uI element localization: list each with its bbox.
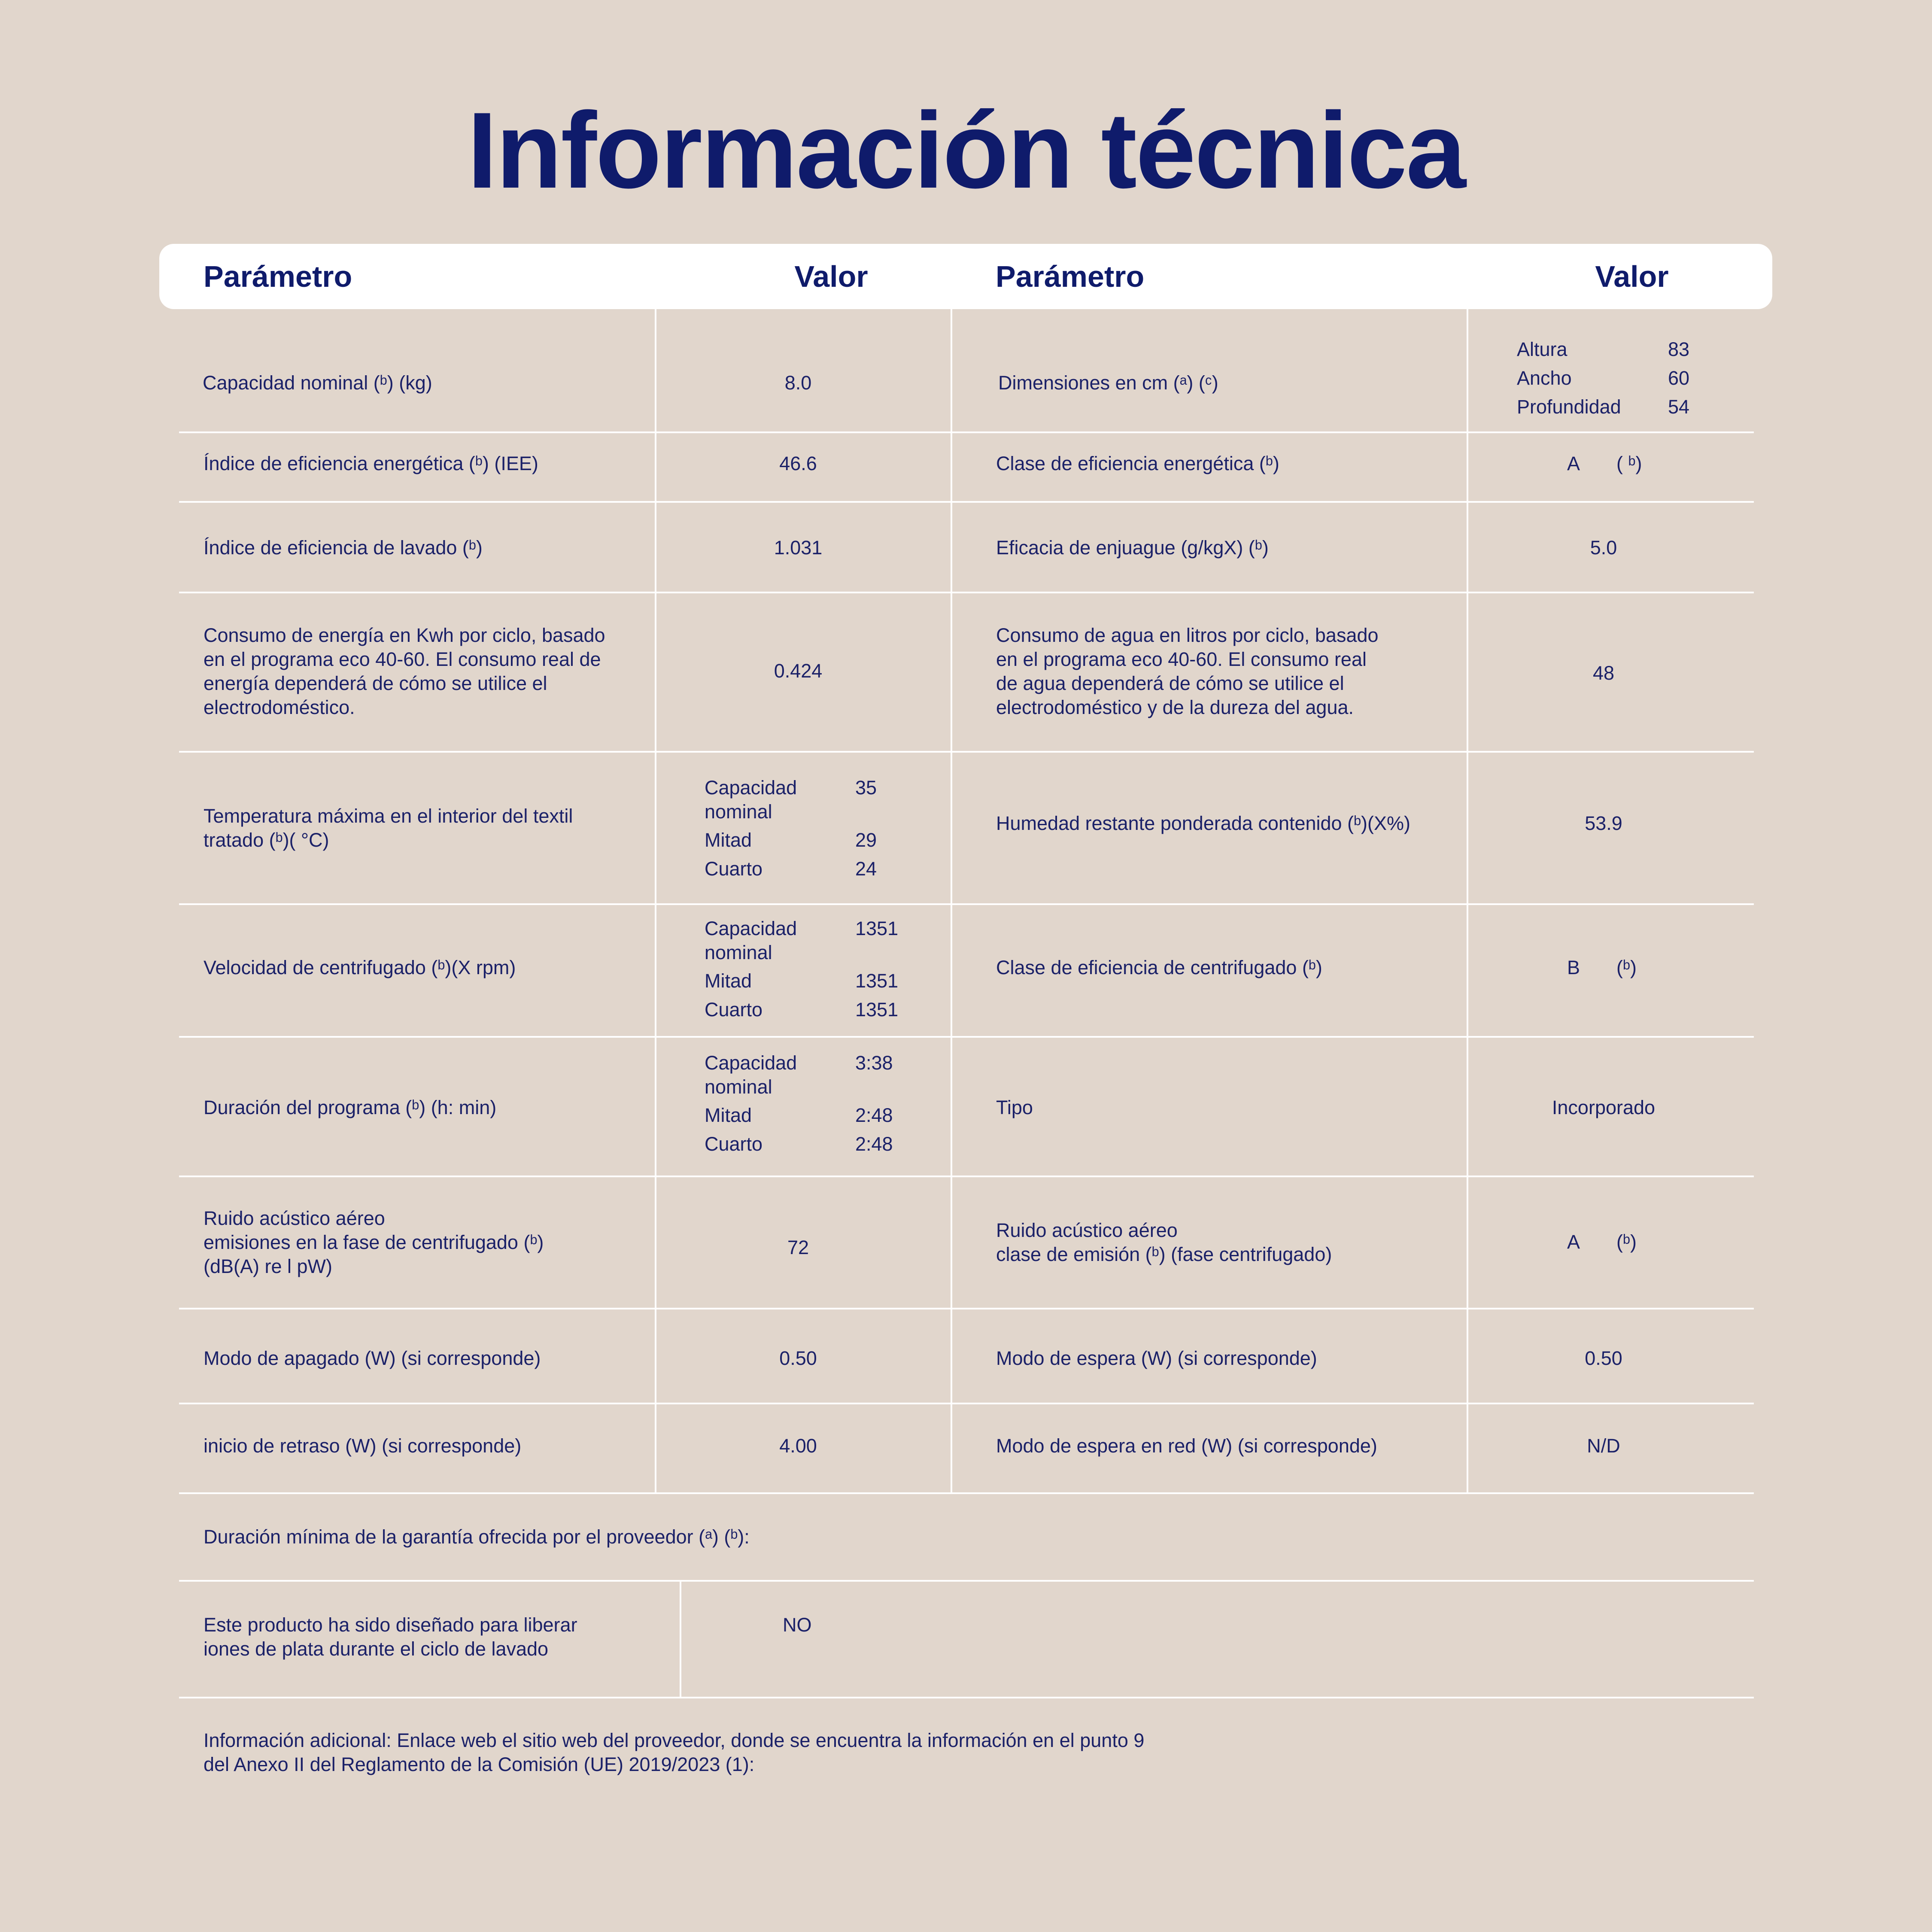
- param-label: Clase de eficiencia de centrifugado (ᵇ): [996, 957, 1322, 978]
- sub-value: 3:38: [855, 1052, 893, 1074]
- header-value: Valor: [794, 260, 868, 293]
- param-value: 46.6: [779, 453, 817, 474]
- param-value: 0.50: [1585, 1347, 1622, 1369]
- param-value: 72: [787, 1236, 809, 1258]
- param-label: Modo de apagado (W) (si corresponde): [204, 1347, 541, 1369]
- row-divider: [179, 501, 1754, 503]
- param-value: 0.424: [774, 660, 823, 682]
- sub-label: Mitad: [705, 1104, 752, 1126]
- param-value: 53.9: [1585, 812, 1622, 834]
- param-label: Índice de eficiencia de lavado (ᵇ): [204, 537, 483, 559]
- column-divider: [680, 1580, 681, 1698]
- row-divider: [179, 1580, 1754, 1582]
- param-label: Consumo de agua en litros por ciclo, basado en el programa eco 40-60. El consumo real de agua dependerá de cómo se utilice el electrodoméstico y de la dureza del agua.: [996, 624, 1379, 718]
- param-label: Dimensiones en cm (ᵃ) (ᶜ): [998, 372, 1218, 394]
- table-header: [159, 244, 1772, 309]
- additional-info: Información adicional: Enlace web el sitio web del proveedor, donde se encuentra la información en el punto 9 del Anexo II del Reglamento de la Comisión (UE) 2019/2023 (1):: [204, 1729, 1145, 1775]
- silver-ions-label: Este producto ha sido diseñado para liberar iones de plata durante el ciclo de lavado: [204, 1614, 577, 1660]
- sub-value: 1351: [855, 970, 899, 992]
- sub-label: Capacidad nominal: [705, 1052, 797, 1098]
- sub-label: Cuarto: [705, 858, 763, 880]
- page-title: Información técnica: [467, 90, 1465, 211]
- sub-label: Altura: [1517, 338, 1567, 360]
- sub-value: 1351: [855, 917, 899, 939]
- row-divider: [179, 903, 1754, 905]
- row-divider: [179, 751, 1754, 753]
- param-value: B: [1567, 957, 1580, 978]
- param-value: 5.0: [1590, 537, 1617, 559]
- sub-value: 1351: [855, 999, 899, 1021]
- row-divider: [179, 592, 1754, 593]
- header-parameter: Parámetro: [996, 260, 1145, 293]
- param-value: 1.031: [774, 537, 823, 559]
- param-label: Duración del programa (ᵇ) (h: min): [204, 1097, 497, 1118]
- warranty-label: Duración mínima de la garantía ofrecida por el proveedor (ᵃ) (ᵇ):: [204, 1526, 750, 1548]
- sub-value: 2:48: [855, 1104, 893, 1126]
- sub-label: Cuarto: [705, 1133, 763, 1155]
- param-label: Consumo de energía en Kwh por ciclo, basado en el programa eco 40-60. El consumo real de energía dependerá de cómo se utilice el electrodoméstico.: [204, 624, 605, 718]
- footnote-mark: (ᵇ): [1616, 1231, 1637, 1253]
- sub-label: Ancho: [1517, 367, 1572, 389]
- param-value: 0.50: [779, 1347, 817, 1369]
- sub-label: Cuarto: [705, 999, 763, 1021]
- sub-value: 54: [1668, 396, 1690, 418]
- column-divider: [655, 309, 656, 1493]
- row-divider: [179, 1697, 1754, 1698]
- sub-value: 2:48: [855, 1133, 893, 1155]
- header-value: Valor: [1595, 260, 1669, 293]
- param-label: Ruido acústico aéreo emisiones en la fase de centrifugado (ᵇ) (dB(A) re l pW): [204, 1207, 544, 1277]
- sub-label: Capacidad nominal: [705, 777, 797, 823]
- footnote-mark: ( ᵇ): [1616, 453, 1642, 474]
- row-divider: [179, 1176, 1754, 1177]
- sub-label: Profundidad: [1517, 396, 1621, 418]
- sub-label: Mitad: [705, 970, 752, 992]
- sub-value: 35: [855, 777, 877, 799]
- row-divider: [179, 431, 1754, 433]
- param-value: 48: [1592, 662, 1615, 684]
- param-value: 4.00: [779, 1435, 817, 1457]
- row-divider: [179, 1308, 1754, 1309]
- param-label: Eficacia de enjuague (g/kgX) (ᵇ): [996, 537, 1269, 559]
- sub-value: 24: [855, 858, 877, 880]
- param-label: Índice de eficiencia energética (ᵇ) (IEE): [204, 453, 538, 474]
- footnote-mark: (ᵇ): [1616, 957, 1637, 978]
- sub-label: Mitad: [705, 829, 752, 851]
- param-label: inicio de retraso (W) (si corresponde): [204, 1435, 522, 1457]
- row-divider: [179, 1403, 1754, 1404]
- param-label: Capacidad nominal (ᵇ) (kg): [203, 372, 432, 394]
- param-label: Temperatura máxima en el interior del textil tratado (ᵇ)( °C): [204, 805, 573, 851]
- row-divider: [179, 1492, 1754, 1494]
- param-label: Ruido acústico aéreo clase de emisión (ᵇ) (fase centrifugado): [996, 1219, 1332, 1265]
- param-label: Modo de espera en red (W) (si corresponde): [996, 1435, 1377, 1457]
- param-value: 8.0: [784, 372, 812, 394]
- row-divider: [179, 1036, 1754, 1038]
- param-value: N/D: [1587, 1435, 1620, 1457]
- param-label: Clase de eficiencia energética (ᵇ): [996, 453, 1279, 474]
- sub-value: 83: [1668, 338, 1690, 360]
- param-label: Modo de espera (W) (si corresponde): [996, 1347, 1317, 1369]
- param-label: Velocidad de centrifugado (ᵇ)(X rpm): [204, 957, 516, 978]
- sub-label: Capacidad nominal: [705, 917, 797, 963]
- param-label: Tipo: [996, 1097, 1033, 1118]
- silver-ions-value: NO: [783, 1614, 812, 1636]
- param-value: A: [1567, 453, 1580, 474]
- sub-value: 29: [855, 829, 877, 851]
- column-divider: [1467, 309, 1468, 1493]
- column-divider: [951, 309, 952, 1493]
- param-value: A: [1567, 1231, 1580, 1253]
- param-label: Humedad restante ponderada contenido (ᵇ)(X%): [996, 812, 1411, 834]
- header-parameter: Parámetro: [204, 260, 352, 293]
- sub-value: 60: [1668, 367, 1690, 389]
- param-value: Incorporado: [1552, 1097, 1656, 1118]
